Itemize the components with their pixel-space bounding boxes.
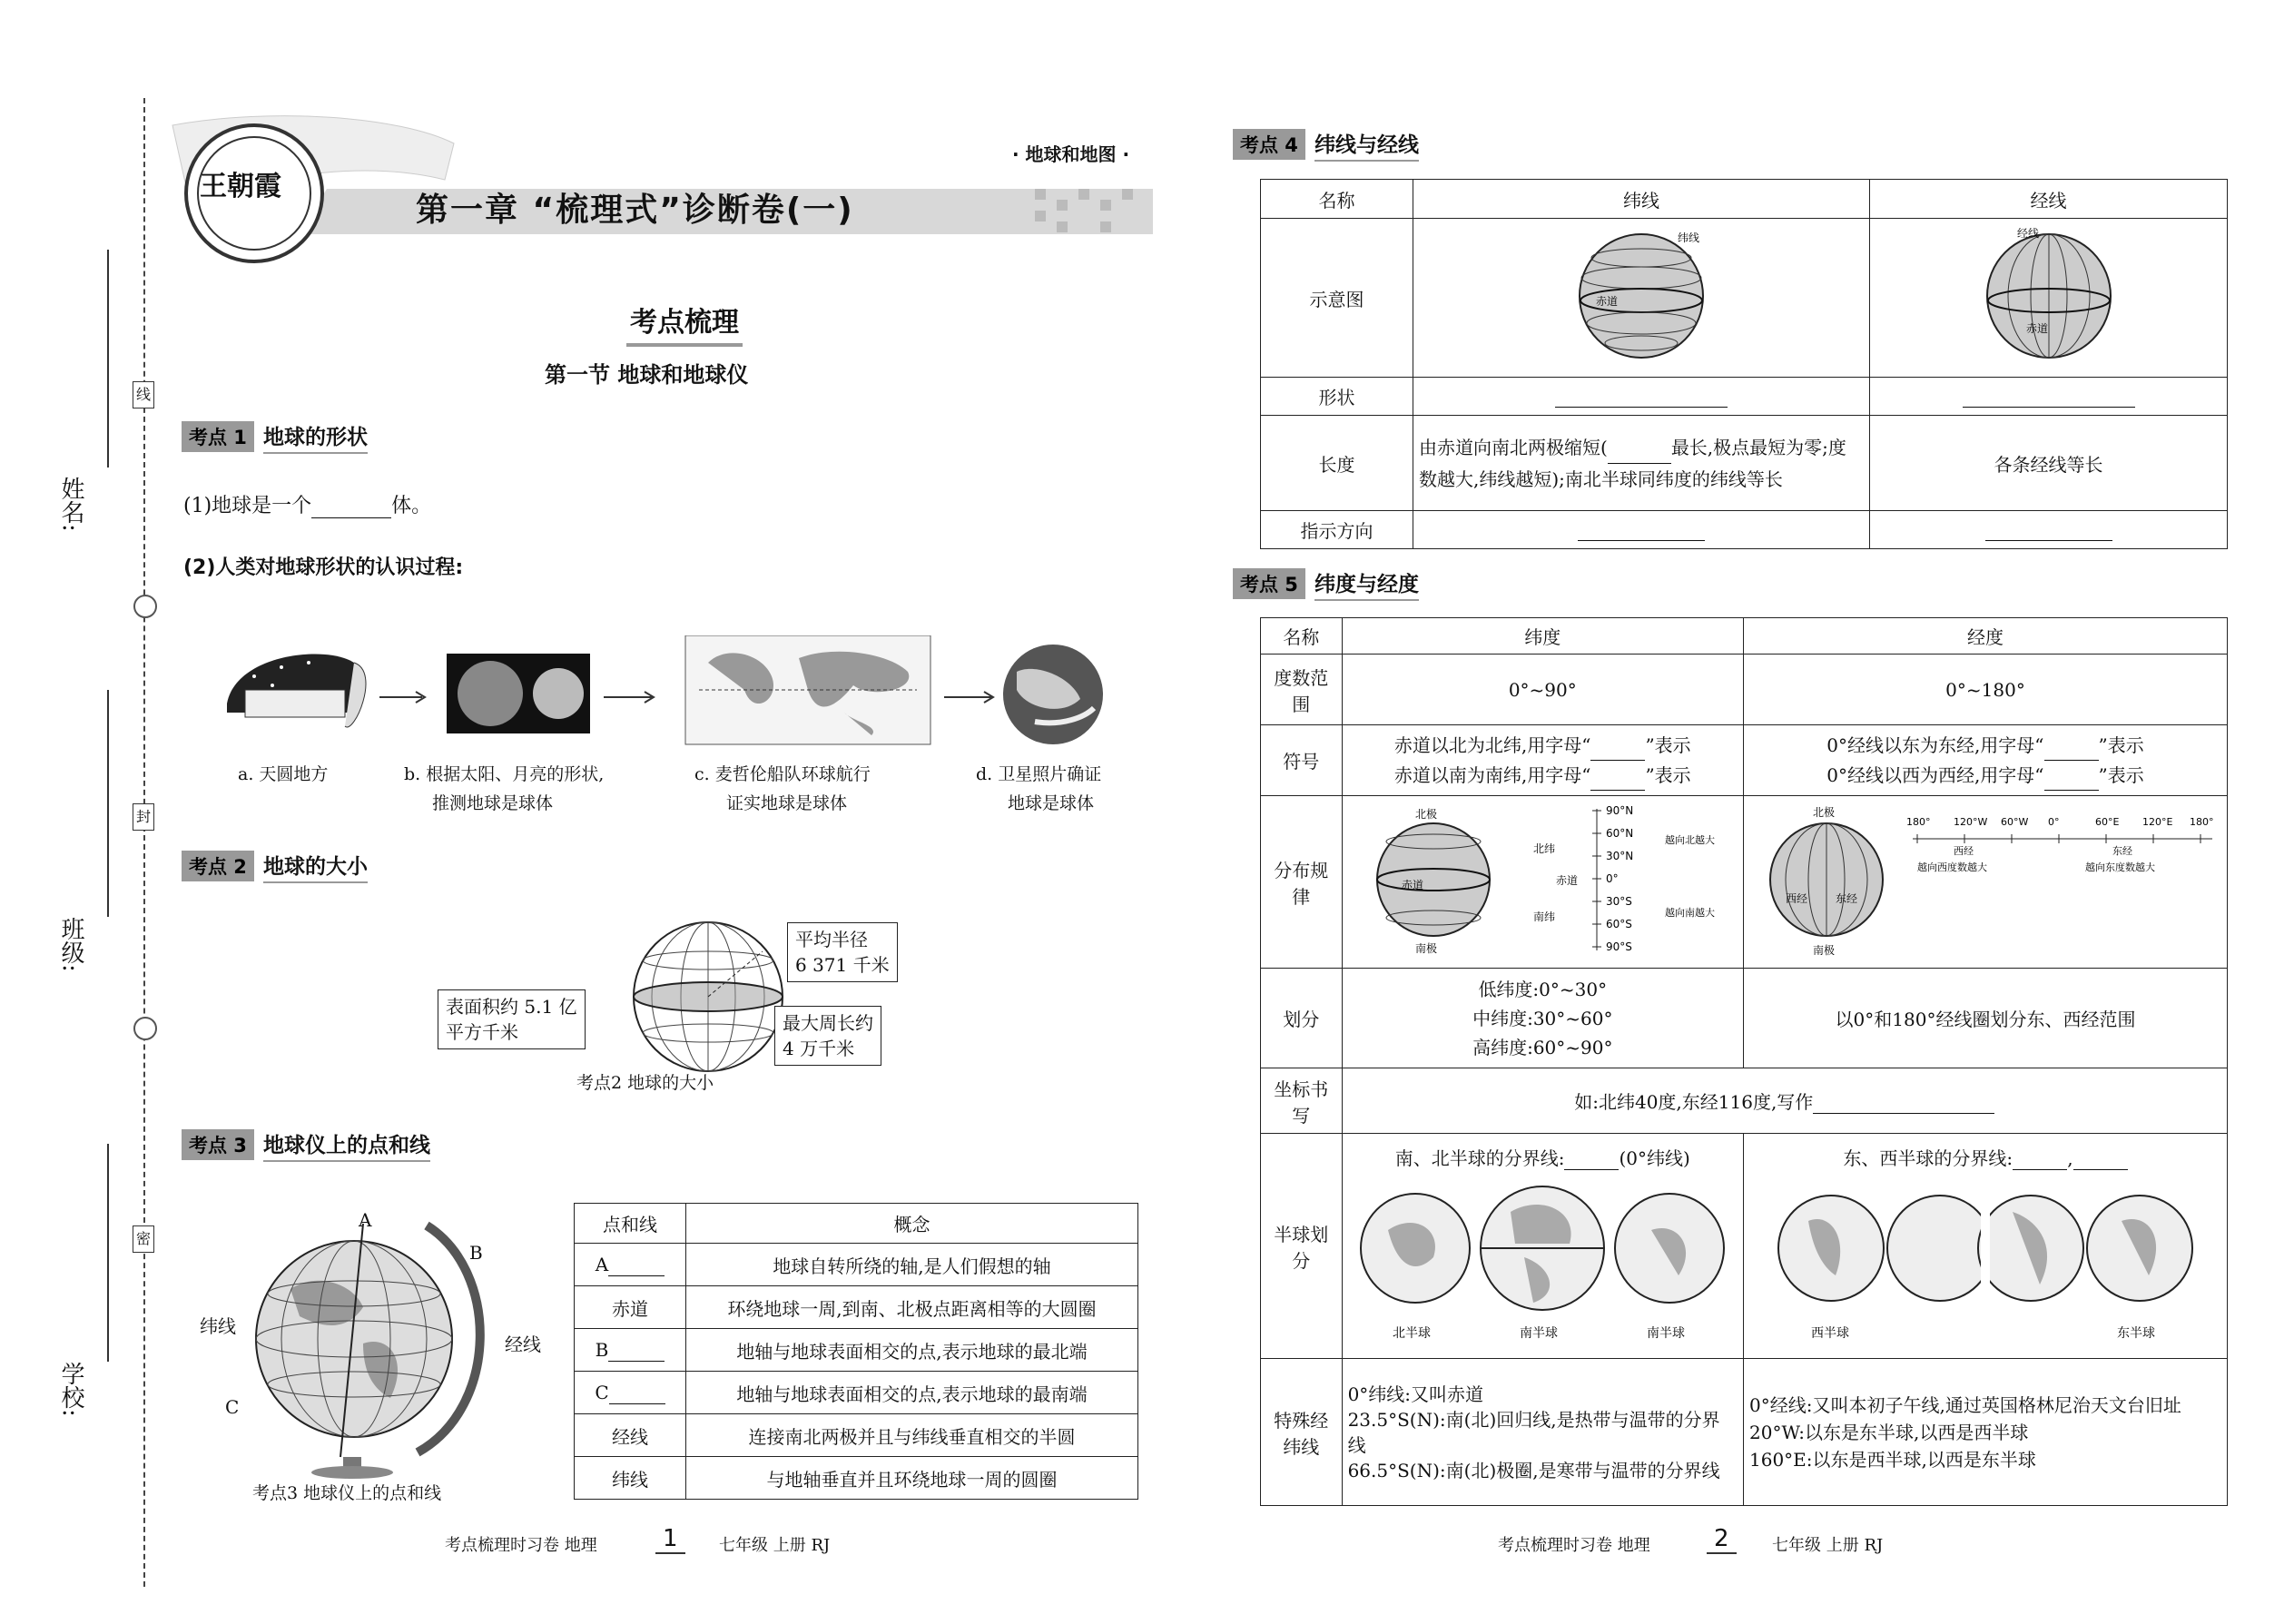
binding-hole — [133, 595, 157, 618]
latitude-longitude-table — [1260, 617, 2228, 1506]
earth-size-globe — [626, 915, 790, 1078]
footer-right-grade: 七年级 上册 RJ — [1772, 1536, 1884, 1555]
brand-logo: 王朝霞 — [200, 171, 281, 202]
row-label: 示意图 — [1261, 219, 1413, 378]
lon-distribution-cell — [1744, 796, 2228, 969]
footer-left-grade: 七年级 上册 RJ — [719, 1536, 831, 1555]
kp5-title: 纬度与经度 — [1314, 567, 1419, 601]
section-title: 考点梳理 — [626, 300, 743, 347]
diagram-label: 西经 — [1786, 892, 1808, 905]
seal-char-line: 线 — [133, 381, 154, 408]
kp4-tag: 考点 4 — [1233, 129, 1305, 160]
diagram-label: 越向南越大 — [1665, 907, 1716, 919]
lon-division-cell: 以0°和180°经线圈划分东、西经范围 — [1744, 969, 2228, 1068]
ns-hemisphere-maps — [1352, 1176, 1733, 1343]
diagram-label: 经线 — [2016, 226, 2039, 240]
answer-cell[interactable] — [1870, 378, 2228, 416]
label-latitude: 纬线 — [200, 1315, 236, 1337]
caption-c1: c. 麦哲伦船队环球航行 — [694, 764, 871, 784]
diagram-label: 赤道 — [1556, 874, 1579, 887]
chapter-title: 第一章 “梳理式”诊断卷(一) — [416, 192, 854, 229]
lat-division-cell: 低纬度:0°~30° 中纬度:30°~60° 高纬度:60°~90° — [1342, 969, 1743, 1068]
diagram-label: 南极 — [1813, 944, 1836, 957]
kp3-caption: 考点3 地球仪上的点和线 — [252, 1483, 442, 1503]
diagram-label: 赤道 — [1596, 294, 1619, 308]
lon-tick-label: 120°E — [2142, 816, 2173, 828]
kp1-tag: 考点 1 — [182, 421, 254, 452]
table-head: 纬线 — [1413, 180, 1870, 219]
table-cell: 经线 — [575, 1414, 686, 1457]
row-label: 形状 — [1261, 378, 1413, 416]
ew-hemisphere-maps — [1767, 1176, 2203, 1343]
diagram-label: 南纬 — [1533, 910, 1556, 923]
diagram-label: 赤道 — [1402, 879, 1424, 891]
binding-hole — [133, 1017, 157, 1040]
diagram-label: 越向西度数越大 — [1917, 861, 1987, 873]
lat-tick-label: 30°S — [1606, 895, 1633, 908]
table-head: 纬度 — [1342, 618, 1743, 655]
kp1-q1: (1)地球是一个 体。 — [183, 495, 432, 517]
kp1-heading — [182, 422, 368, 451]
special-lon-cell: 0°经线:又叫本初子午线,通过英国格林尼治天文台旧址 20°W:以东是东半球,以西是西半球 160°E:以东是西半球,以西是东半球 — [1744, 1359, 2228, 1506]
answer-blank[interactable] — [2044, 761, 2099, 791]
kp3-title: 地球仪上的点和线 — [263, 1128, 430, 1162]
ns-hemisphere-cell: 南、北半球的分界线: (0°纬线) 北半球 南半球 南半球 — [1342, 1134, 1743, 1359]
lat-tick-label: 60°N — [1606, 827, 1634, 840]
answer-cell[interactable] — [1870, 511, 2228, 549]
answer-blank[interactable] — [1608, 432, 1671, 464]
caption-b2: 推测地球是球体 — [432, 793, 554, 813]
row-label: 特殊经纬线 — [1261, 1359, 1343, 1506]
row-label: 坐标书写 — [1261, 1068, 1343, 1134]
binding-dashed-line — [143, 98, 145, 1587]
label-b: B — [469, 1242, 483, 1264]
answer-blank[interactable] — [2044, 731, 2099, 761]
seal-char-secret: 密 — [133, 1225, 154, 1253]
kp2-title: 地球的大小 — [263, 850, 368, 883]
label-longitude: 经线 — [505, 1334, 541, 1355]
answer-blank[interactable] — [2013, 1147, 2067, 1170]
answer-cell[interactable] — [1413, 378, 1870, 416]
table-cell: 连接南北两极并且与纬线垂直相交的半圆 — [686, 1414, 1138, 1457]
points-lines-table — [574, 1203, 1138, 1500]
row-label: 指示方向 — [1261, 511, 1413, 549]
name-label: 姓名: — [57, 477, 84, 532]
class-line[interactable] — [107, 690, 109, 917]
diagram-label: 北纬 — [1533, 842, 1556, 855]
hemisphere-caption: 南半球 — [1520, 1326, 1559, 1341]
school-label: 学校: — [57, 1362, 84, 1417]
kp1-title: 地球的形状 — [263, 420, 368, 454]
diagram-label: 西经 — [1954, 845, 1974, 857]
row-label: 划分 — [1261, 969, 1343, 1068]
lat-distribution-cell — [1342, 796, 1743, 969]
kp1-q1-blank[interactable] — [311, 495, 391, 518]
row-label: 长度 — [1261, 416, 1413, 511]
hemisphere-caption: 南半球 — [1647, 1326, 1686, 1341]
lon-tick-label: 60°E — [2095, 816, 2120, 828]
table-cell: B — [575, 1329, 686, 1372]
table-cell: 与地轴垂直并且环绕地球一周的圆圈 — [686, 1457, 1138, 1500]
caption-c2: 证实地球是球体 — [726, 793, 848, 813]
length-lat-cell: 由赤道向南北两极缩短( 最长,极点最短为零;度数越大,纬线越短);南北半球同纬度的纬线等长 — [1413, 416, 1870, 511]
answer-blank[interactable] — [609, 1382, 665, 1404]
lon-distribution-figure — [1749, 798, 2221, 961]
diagram-label: 东经 — [2112, 845, 2132, 857]
lat-tick-label: 90°N — [1606, 804, 1634, 817]
kp5-heading — [1233, 569, 1419, 598]
area-callout: 表面积约 5.1 亿 平方千米 — [438, 989, 586, 1049]
table-cell: C — [575, 1372, 686, 1414]
lat-lon-lines-table — [1260, 179, 2228, 549]
footer-right-text: 考点梳理时习卷 地理 — [1498, 1536, 1650, 1555]
diagram-label: 东经 — [1836, 892, 1858, 905]
table-cell: 环绕地球一周,到南、北极点距离相等的大圆圈 — [686, 1286, 1138, 1329]
latitude-diagram-cell — [1413, 219, 1870, 378]
label-a: A — [359, 1209, 372, 1231]
circumference-callout: 最大周长约 4 万千米 — [774, 1006, 881, 1066]
table-head: 经度 — [1744, 618, 2228, 655]
name-line[interactable] — [107, 250, 109, 468]
diagram-label: 南极 — [1415, 942, 1438, 955]
special-lat-cell: 0°纬线:又叫赤道 23.5°S(N):南(北)回归线,是热带与温带的分界线 66.5°S(N):南(北)极圈,是寒带与温带的分界线 — [1342, 1359, 1743, 1506]
kp1-q2: (2)人类对地球形状的认识过程: — [183, 556, 464, 579]
diagram-label: 北极 — [1415, 808, 1438, 821]
row-label: 半球划分 — [1261, 1134, 1343, 1359]
row-label: 分布规律 — [1261, 796, 1343, 969]
caption-d2: 地球是球体 — [1008, 793, 1095, 813]
diagram-label: 北极 — [1813, 806, 1836, 819]
seal-char-seal: 封 — [133, 803, 154, 831]
diagram-label: 越向东度数越大 — [2085, 861, 2155, 873]
footer-left-text: 考点梳理时习卷 地理 — [445, 1536, 597, 1555]
answer-blank[interactable] — [1590, 731, 1645, 761]
kp2-caption: 考点2 地球的大小 — [576, 1073, 714, 1093]
answer-blank[interactable] — [608, 1339, 665, 1362]
table-cell: 0°~90° — [1342, 655, 1743, 725]
table-head: 点和线 — [575, 1204, 686, 1244]
lat-tick-label: 90°S — [1606, 940, 1633, 953]
table-cell: 地轴与地球表面相交的点,表示地球的最北端 — [686, 1329, 1138, 1372]
diagram-label: 纬线 — [1678, 231, 1700, 244]
subsection-title: 第一节 地球和地球仪 — [545, 362, 749, 388]
latitude-globe — [1569, 223, 1714, 369]
table-head: 名称 — [1261, 618, 1343, 655]
symbol-lat-cell: 赤道以北为北纬,用字母“ ”表示 赤道以南为南纬,用字母“ ”表示 — [1342, 725, 1743, 796]
length-lon-cell: 各条经线等长 — [1870, 416, 2228, 511]
lat-distribution-figure — [1352, 798, 1733, 961]
globe-on-stand — [236, 1207, 508, 1480]
lat-tick-label: 0° — [1606, 872, 1619, 885]
answer-blank[interactable] — [608, 1254, 665, 1276]
table-head: 名称 — [1261, 180, 1413, 219]
table-cell: 纬线 — [575, 1457, 686, 1500]
page-number-2: 2 — [1707, 1525, 1737, 1554]
coord-cell: 如:北纬40度,东经116度,写作 — [1342, 1068, 2227, 1134]
kp3-heading — [182, 1130, 430, 1159]
answer-blank[interactable] — [1590, 761, 1645, 791]
kp3-tag: 考点 3 — [182, 1129, 254, 1160]
table-head: 经线 — [1870, 180, 2228, 219]
lon-tick-label: 180° — [1906, 816, 1931, 828]
page-number-1: 1 — [655, 1525, 685, 1554]
table-cell: 地球自转所绕的轴,是人们假想的轴 — [686, 1244, 1138, 1286]
table-cell: 地轴与地球表面相交的点,表示地球的最南端 — [686, 1372, 1138, 1414]
table-cell: 0°~180° — [1744, 655, 2228, 725]
lon-tick-label: 60°W — [2001, 816, 2029, 828]
symbol-lon-cell: 0°经线以东为东经,用字母“ ”表示 0°经线以西为西经,用字母“ ”表示 — [1744, 725, 2228, 796]
diagram-label: 越向北越大 — [1665, 834, 1716, 846]
series-label: · 地球和地图 · — [1012, 143, 1130, 165]
table-head: 概念 — [686, 1204, 1138, 1244]
hemisphere-caption: 北半球 — [1393, 1326, 1432, 1341]
longitude-globe — [1976, 223, 2122, 369]
hemisphere-caption: 东半球 — [2117, 1326, 2155, 1341]
answer-blank[interactable] — [1813, 1091, 1994, 1114]
class-label: 班级: — [57, 917, 84, 972]
kp5-tag: 考点 5 — [1233, 568, 1305, 599]
table-cell: A — [575, 1244, 686, 1286]
radius-callout: 平均半径 6 371 千米 — [787, 922, 898, 982]
school-line[interactable] — [107, 1144, 109, 1362]
lon-tick-label: 180° — [2190, 816, 2214, 828]
longitude-diagram-cell — [1870, 219, 2228, 378]
answer-blank[interactable] — [2073, 1147, 2128, 1170]
row-label: 度数范围 — [1261, 655, 1343, 725]
lat-tick-label: 30°N — [1606, 850, 1634, 862]
kp2-heading — [182, 851, 368, 881]
caption-b1: b. 根据太阳、月亮的形状, — [404, 764, 605, 784]
hemisphere-caption: 西半球 — [1811, 1326, 1849, 1341]
ew-hemisphere-cell: 东、西半球的分界线: , 西半球 东半球 — [1744, 1134, 2228, 1359]
diagram-label: 赤道 — [2025, 321, 2048, 335]
caption-a: a. 天圆地方 — [238, 764, 329, 784]
table-cell: 赤道 — [575, 1286, 686, 1329]
kp4-heading — [1233, 130, 1419, 159]
shape-history-figures — [218, 635, 1108, 753]
row-label: 符号 — [1261, 725, 1343, 796]
lat-tick-label: 60°S — [1606, 918, 1633, 930]
kp4-title: 纬线与经线 — [1314, 128, 1419, 162]
kp2-tag: 考点 2 — [182, 851, 254, 881]
label-c: C — [225, 1396, 240, 1418]
caption-d1: d. 卫星照片确证 — [976, 764, 1102, 784]
answer-blank[interactable] — [1564, 1147, 1619, 1170]
lon-tick-label: 0° — [2048, 816, 2060, 828]
lon-tick-label: 120°W — [1954, 816, 1988, 828]
answer-cell[interactable] — [1413, 511, 1870, 549]
